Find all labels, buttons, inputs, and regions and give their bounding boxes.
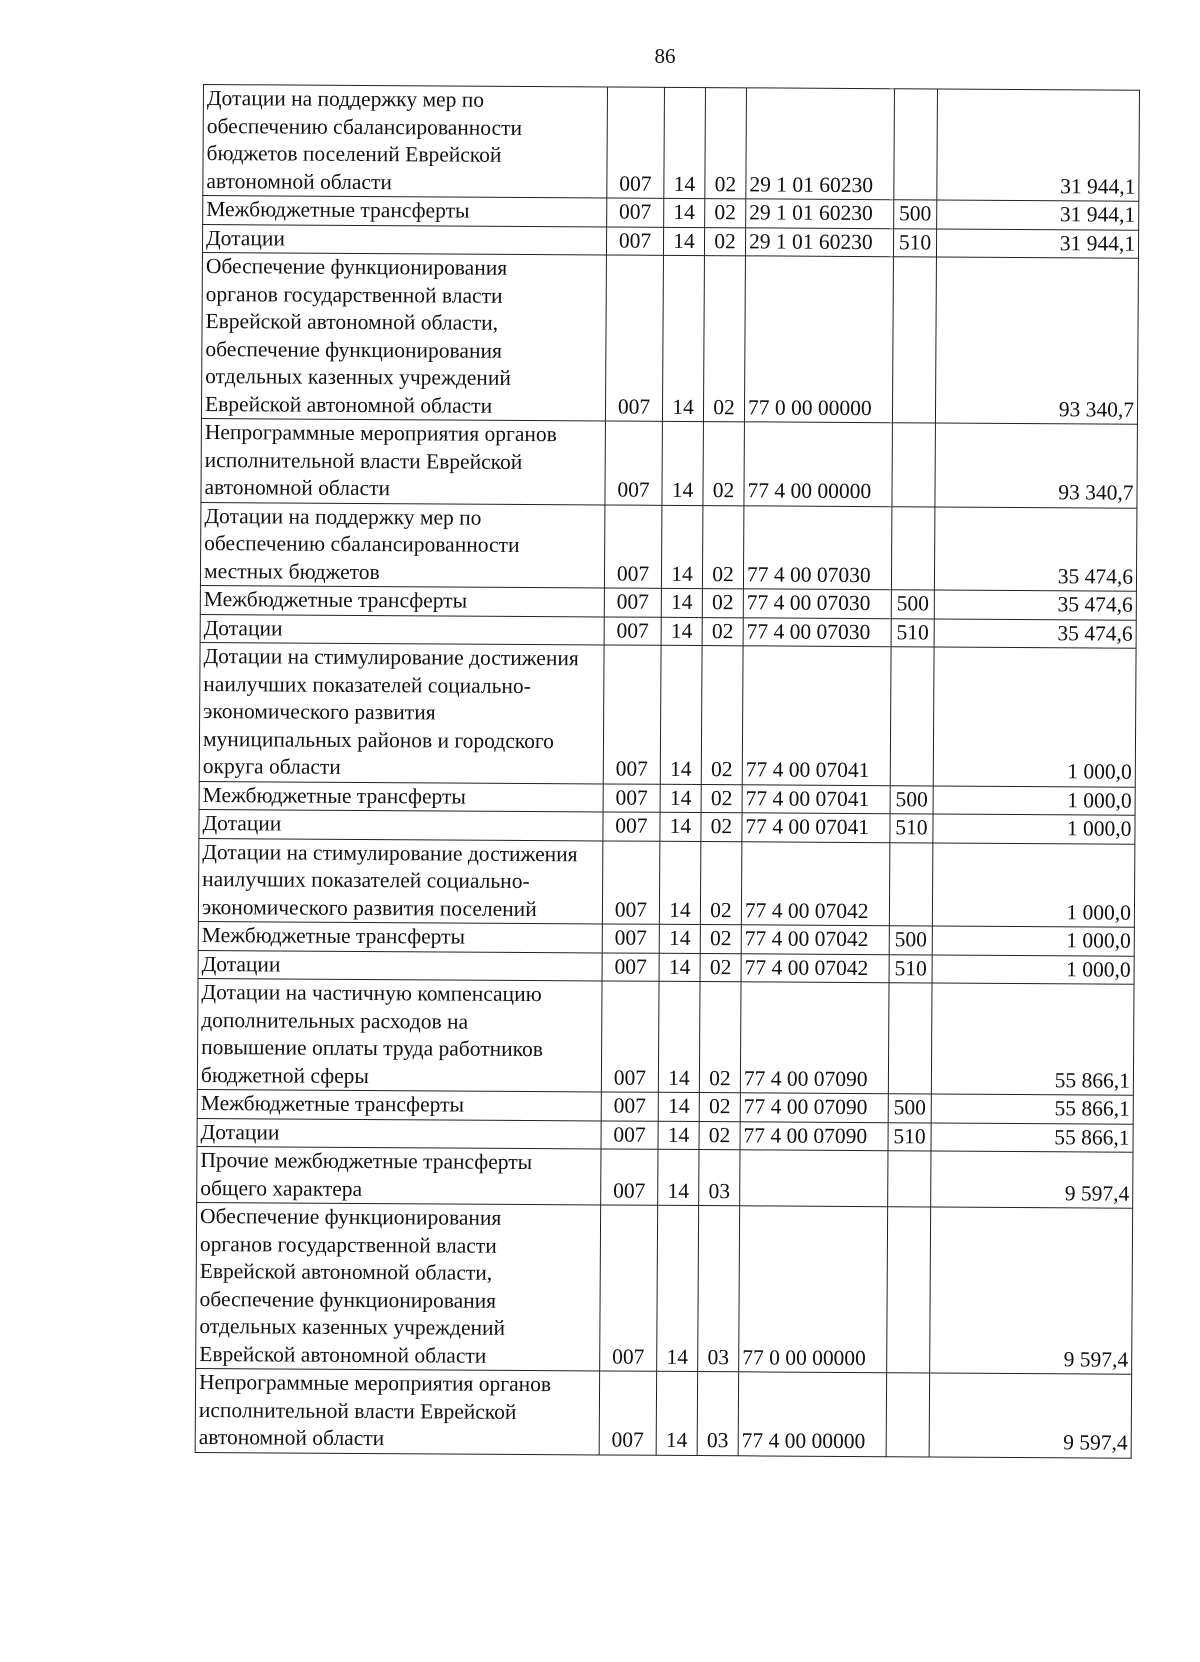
target-article-cell: 77 4 00 07090 — [740, 982, 889, 1094]
section-code-cell: 14 — [661, 505, 703, 589]
target-article-cell: 29 1 01 60230 — [746, 88, 895, 200]
budget-table — [195, 84, 1140, 1458]
target-article-cell: 77 4 00 07030 — [743, 589, 891, 618]
amount-cell: 1 000,0 — [933, 814, 1135, 844]
subsection-code-cell: 03 — [697, 1372, 739, 1456]
subsection-code-cell: 02 — [699, 982, 741, 1093]
expense-type-cell: 510 — [889, 954, 932, 983]
admin-code-cell: 007 — [604, 588, 661, 617]
admin-code-cell: 007 — [603, 645, 661, 784]
admin-code-cell: 007 — [601, 1149, 658, 1205]
expense-type-cell — [888, 1151, 931, 1207]
row-name-cell: Дотации — [198, 950, 602, 981]
page-number: 86 — [654, 44, 676, 68]
amount-cell: 9 597,4 — [931, 1151, 1133, 1208]
section-code-cell: 14 — [659, 953, 700, 982]
target-article-cell: 77 4 00 07090 — [740, 1121, 888, 1150]
table-row — [201, 418, 1137, 507]
amount-cell: 9 597,4 — [930, 1207, 1133, 1374]
amount-cell: 1 000,0 — [932, 842, 1135, 927]
amount-cell: 55 866,1 — [931, 1122, 1133, 1152]
row-name-cell: Дотации на стимулирование достижения наилучших показателей социально- экономического развития муниципальных районов и городского округа области — [199, 642, 604, 783]
table-row — [197, 1146, 1133, 1208]
target-article-cell: 29 1 01 60230 — [745, 227, 893, 256]
admin-code-cell: 007 — [601, 981, 659, 1092]
table-row — [200, 502, 1136, 591]
amount-cell: 35 474,6 — [934, 590, 1136, 620]
admin-code-cell: 007 — [600, 1205, 658, 1371]
amount-cell: 35 474,6 — [934, 506, 1137, 591]
expense-type-cell — [886, 1373, 930, 1457]
subsection-code-cell: 02 — [700, 953, 741, 982]
target-article-cell: 77 4 00 07042 — [741, 953, 889, 982]
section-code-cell: 14 — [658, 981, 700, 1092]
target-article-cell: 77 4 00 07041 — [742, 646, 891, 785]
expense-type-cell — [889, 842, 933, 926]
row-name-cell: Дотации — [197, 1118, 601, 1149]
target-article-cell: 29 1 01 60230 — [746, 199, 894, 228]
subsection-code-cell: 02 — [703, 256, 745, 422]
target-article-cell: 77 4 00 07030 — [743, 505, 892, 589]
expense-type-cell — [888, 983, 932, 1094]
target-article-cell — [740, 1150, 888, 1207]
target-article-cell: 77 4 00 07041 — [742, 784, 890, 813]
expense-type-cell: 500 — [889, 926, 932, 955]
row-name-cell: Прочие межбюджетные трансферты общего характера — [197, 1146, 601, 1204]
target-article-cell: 77 4 00 07041 — [742, 813, 890, 842]
row-name-cell: Дотации — [200, 614, 604, 645]
section-code-cell: 14 — [659, 924, 700, 953]
section-code-cell: 14 — [658, 1092, 699, 1121]
admin-code-cell: 007 — [599, 1371, 657, 1455]
subsection-code-cell: 03 — [699, 1150, 740, 1206]
admin-code-cell: 007 — [605, 255, 663, 421]
admin-code-cell: 007 — [604, 616, 661, 645]
admin-code-cell: 007 — [602, 840, 660, 924]
table-row — [197, 978, 1134, 1095]
row-name-cell: Дотации — [199, 809, 603, 840]
amount-cell: 1 000,0 — [933, 785, 1135, 815]
section-code-cell: 14 — [659, 841, 701, 925]
expense-type-cell: 500 — [888, 1094, 931, 1123]
expense-type-cell: 500 — [890, 785, 933, 814]
row-name-cell: Межбюджетные трансферты — [203, 196, 607, 227]
expense-type-cell: 510 — [888, 1122, 931, 1151]
row-name-cell: Дотации на поддержку мер по обеспечению сбалансированности бюджетов поселений Еврейской автономной области — [203, 85, 608, 198]
amount-cell: 31 944,1 — [936, 228, 1138, 258]
expense-type-cell: 510 — [890, 814, 933, 843]
target-article-cell: 77 4 00 07090 — [740, 1093, 888, 1122]
amount-cell: 31 944,1 — [937, 200, 1139, 230]
admin-code-cell: 007 — [603, 783, 660, 812]
row-name-cell: Дотации на частичную компенсацию дополнительных расходов на повышение оплаты труда работников бюджетной сферы — [197, 978, 602, 1091]
row-name-cell: Обеспечение функционирования органов государственной власти Еврейской автономной области, обеспечение функционирования отдельных казенных учреждений Еврейской автономной области — [201, 252, 606, 420]
row-name-cell: Непрограммные мероприятия органов исполнительной власти Еврейской автономной области — [195, 1368, 600, 1454]
table-row — [201, 252, 1138, 424]
subsection-code-cell: 02 — [701, 813, 742, 842]
row-name-cell: Межбюджетные трансферты — [198, 921, 602, 952]
amount-cell: 1 000,0 — [932, 954, 1134, 984]
row-name-cell: Межбюджетные трансферты — [200, 585, 604, 616]
amount-cell: 93 340,7 — [935, 423, 1138, 508]
admin-code-cell: 007 — [602, 924, 659, 953]
subsection-code-cell: 02 — [702, 617, 743, 646]
row-name-cell: Дотации — [202, 224, 606, 255]
section-code-cell: 14 — [662, 421, 704, 505]
expense-type-cell — [894, 89, 938, 200]
expense-type-cell: 510 — [891, 618, 934, 647]
admin-code-cell: 007 — [601, 1092, 658, 1121]
admin-code-cell: 007 — [604, 504, 662, 588]
amount-cell: 55 866,1 — [931, 983, 1134, 1095]
table-row — [198, 838, 1134, 927]
section-code-cell: 14 — [662, 255, 704, 421]
expense-type-cell — [891, 506, 935, 590]
subsection-code-cell: 02 — [700, 841, 742, 925]
target-article-cell: 77 4 00 07042 — [741, 925, 889, 954]
subsection-code-cell: 02 — [700, 925, 741, 954]
subsection-code-cell: 02 — [701, 784, 742, 813]
subsection-code-cell: 02 — [705, 199, 746, 228]
expense-type-cell: 500 — [891, 590, 934, 619]
subsection-code-cell: 03 — [698, 1206, 740, 1372]
admin-code-cell: 007 — [602, 952, 659, 981]
section-code-cell: 14 — [660, 812, 701, 841]
expense-type-cell — [892, 257, 936, 423]
table-row — [199, 642, 1136, 786]
amount-cell: 55 866,1 — [931, 1094, 1133, 1124]
section-code-cell: 14 — [664, 87, 706, 198]
section-code-cell: 14 — [663, 227, 704, 256]
section-code-cell: 14 — [657, 1205, 699, 1371]
amount-cell: 1 000,0 — [933, 647, 1136, 787]
subsection-code-cell: 02 — [699, 1093, 740, 1122]
row-name-cell: Дотации на стимулирование достижения наилучших показателей социально- экономического развития поселений — [198, 838, 603, 924]
subsection-code-cell: 02 — [704, 227, 745, 256]
section-code-cell: 14 — [661, 588, 702, 617]
admin-code-cell: 007 — [607, 198, 664, 227]
section-code-cell: 14 — [661, 617, 702, 646]
subsection-code-cell: 02 — [699, 1121, 740, 1150]
section-code-cell: 14 — [660, 784, 701, 813]
target-article-cell: 77 4 00 07030 — [743, 617, 891, 646]
target-article-cell: 77 0 00 00000 — [744, 256, 893, 423]
expense-type-cell — [892, 423, 936, 507]
subsection-code-cell: 02 — [703, 422, 745, 506]
section-code-cell: 14 — [656, 1371, 698, 1455]
row-name-cell: Межбюджетные трансферты — [197, 1089, 601, 1120]
row-name-cell: Дотации на поддержку мер по обеспечению сбалансированности местных бюджетов — [200, 502, 605, 588]
admin-code-cell: 007 — [601, 1120, 658, 1149]
subsection-code-cell: 02 — [702, 505, 744, 589]
amount-cell: 31 944,1 — [937, 89, 1140, 201]
expense-type-cell — [890, 647, 934, 786]
section-code-cell: 14 — [660, 645, 702, 784]
table-row — [203, 85, 1140, 202]
admin-code-cell: 007 — [607, 87, 665, 198]
amount-cell: 35 474,6 — [934, 618, 1136, 648]
admin-code-cell: 007 — [603, 812, 660, 841]
section-code-cell: 14 — [658, 1121, 699, 1150]
section-code-cell: 14 — [658, 1149, 699, 1205]
target-article-cell: 77 4 00 07042 — [741, 841, 890, 925]
row-name-cell: Непрограммные мероприятия органов исполнительной власти Еврейской автономной области — [201, 418, 606, 504]
subsection-code-cell: 02 — [702, 589, 743, 618]
admin-code-cell: 007 — [605, 421, 663, 505]
subsection-code-cell: 02 — [705, 88, 747, 199]
amount-cell: 1 000,0 — [932, 926, 1134, 956]
target-article-cell: 77 4 00 00000 — [744, 422, 893, 506]
target-article-cell: 77 4 00 00000 — [738, 1372, 887, 1456]
amount-cell: 93 340,7 — [935, 257, 1138, 424]
expense-type-cell: 500 — [894, 200, 937, 229]
admin-code-cell: 007 — [606, 226, 663, 255]
expense-type-cell — [887, 1207, 931, 1373]
row-name-cell: Межбюджетные трансферты — [199, 781, 603, 812]
expense-type-cell: 510 — [893, 228, 936, 257]
section-code-cell: 14 — [664, 198, 705, 227]
amount-cell: 9 597,4 — [929, 1373, 1132, 1458]
table-row — [196, 1202, 1133, 1374]
row-name-cell: Обеспечение функционирования органов государственной власти Еврейской автономной области, обеспечение функционирования отдельных казенных учреждений Еврейской автономной области — [196, 1202, 601, 1370]
subsection-code-cell: 02 — [701, 646, 743, 785]
target-article-cell: 77 0 00 00000 — [739, 1206, 888, 1373]
table-row — [195, 1368, 1131, 1457]
